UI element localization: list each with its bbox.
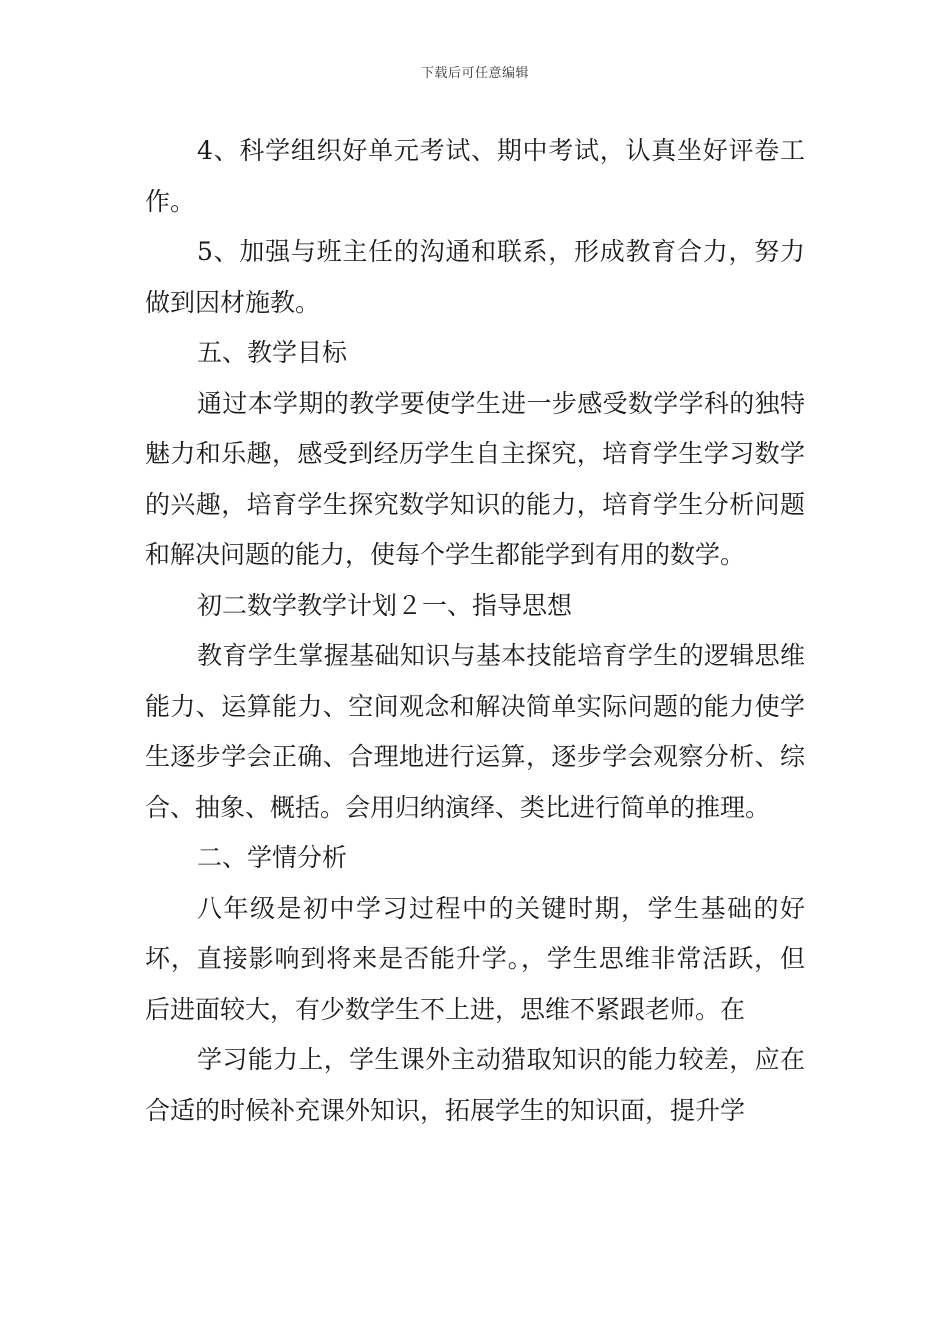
section-heading-teaching-goals: 五、教学目标 [197, 338, 348, 367]
paragraph-item-5: 5、加强与班主任的沟通和联系，形成教育合力，努力做到因材施教。 [145, 237, 805, 317]
document-body [145, 126, 805, 1136]
paragraph-guiding-ideology: 教育学生掌握基础知识与基本技能培育学生的逻辑思维能力、运算能力、空间观念和解决简单实际问题的能力使学生逐步学会正确、合理地进行运算，逐步学会观察分析、综合、抽象、概括。会用归纳演绎、类比进行简单的推理。 [145, 641, 805, 822]
page-header: 下载后可任意编辑 [420, 66, 529, 81]
section-heading-guiding-ideology: 初二数学教学计划２一、指导思想 [197, 590, 573, 620]
paragraph-learning-ability: 学习能力上，学生课外主动猎取知识的能力较差，应在合适的时候补充课外知识，拓展学生的知识面，提升学 [145, 1045, 805, 1125]
paragraph-student-analysis: 八年级是初中学习过程中的关键时期，学生基础的好坏，直接影响到将来是否能升学。，学生思维非常活跃，但后进面较大，有少数学生不上进，思维不紧跟老师。在 [145, 893, 805, 1024]
paragraph-item-4: 4、科学组织好单元考试、期中考试，认真坐好评卷工作。 [145, 136, 805, 216]
section-heading-student-analysis: 二、学情分析 [197, 843, 348, 872]
paragraph-teaching-goals: 通过本学期的教学要使学生进一步感受数学学科的独特魅力和乐趣，感受到经历学生自主探究，培育学生学习数学的兴趣，培育学生探究数学知识的能力，培育学生分析问题和解决问题的能力，使每个学生都能学到有用的数学。 [145, 388, 805, 569]
